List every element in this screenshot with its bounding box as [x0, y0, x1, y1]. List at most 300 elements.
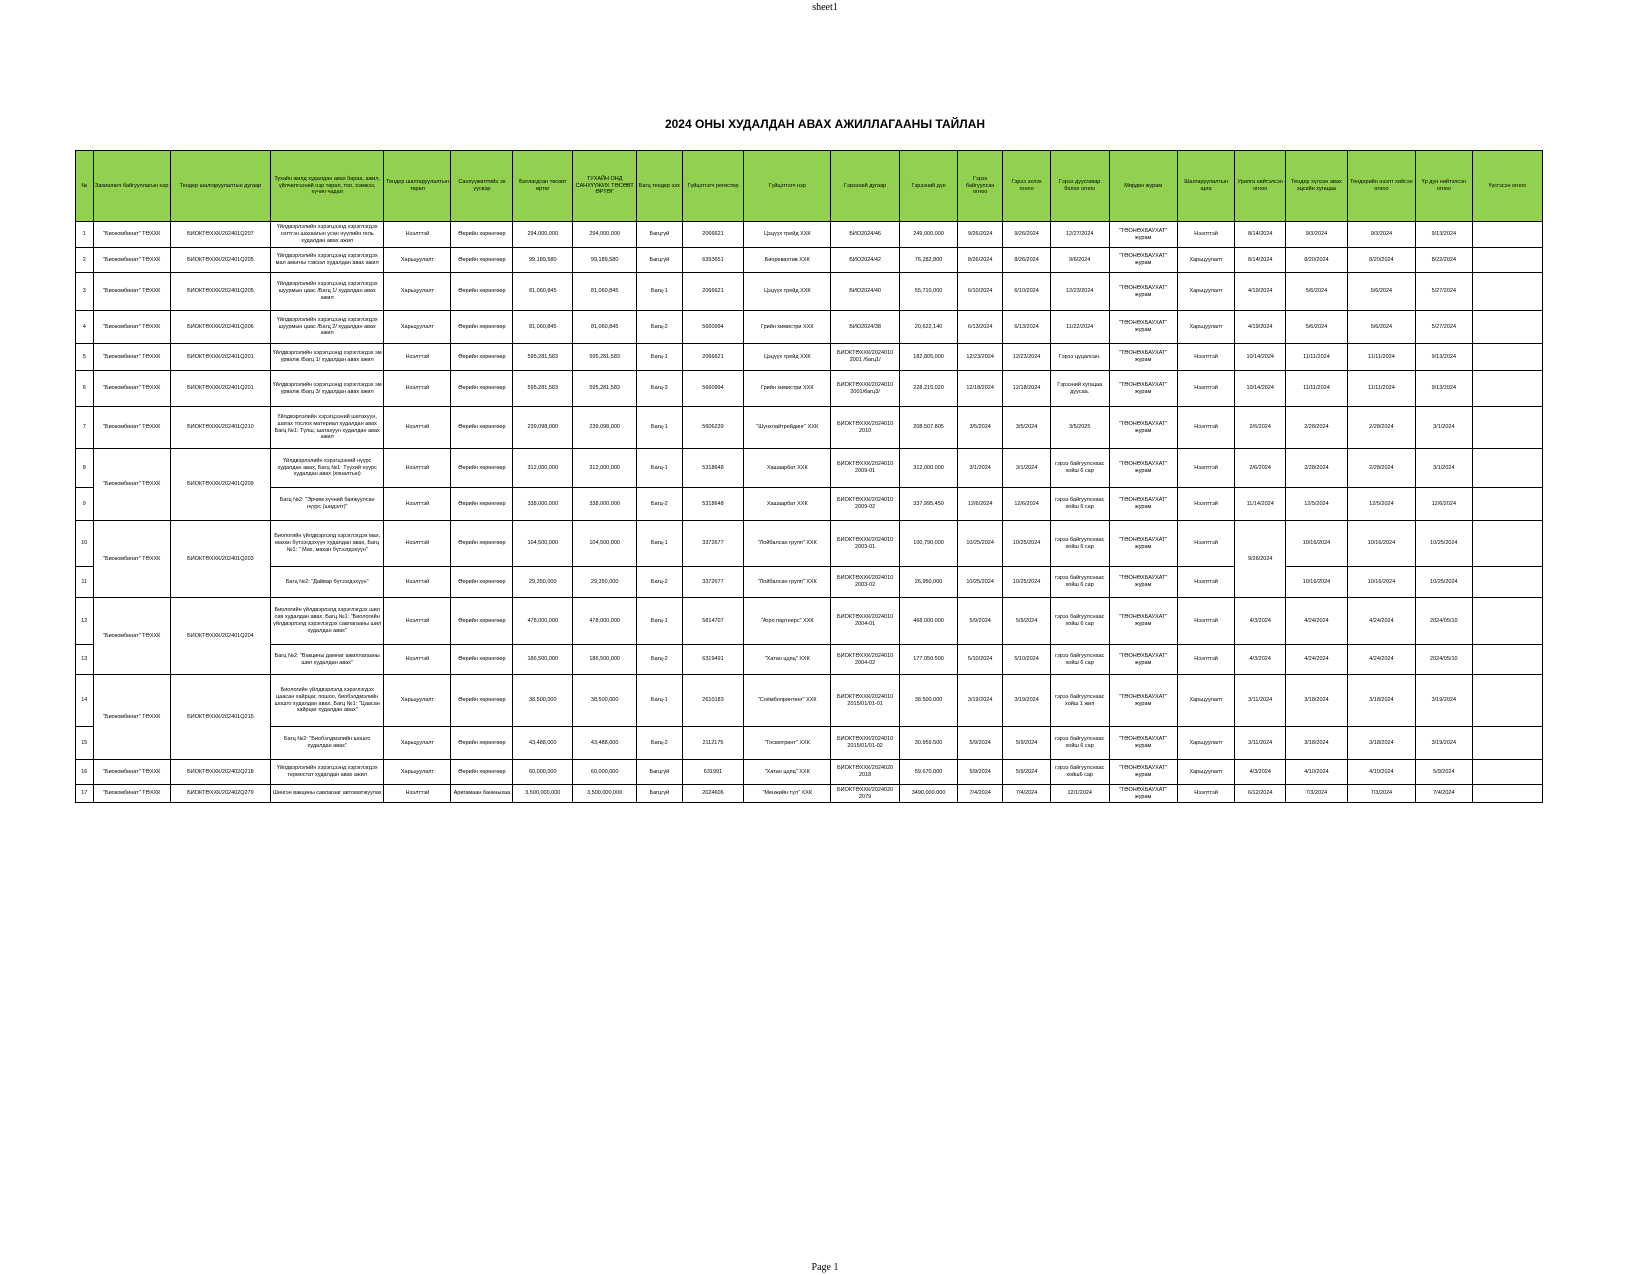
cell-yearly: 186,500,000: [573, 645, 637, 675]
cell-lot: Багц-1: [637, 675, 682, 727]
cell-end: гэрээ байгуулснаас хойш6 сар: [1050, 760, 1109, 785]
cell-deadline: 11/11/2024: [1285, 344, 1347, 371]
cell-approved: 29,350,000: [513, 567, 573, 598]
cell-approved: 595,281,583: [513, 371, 573, 407]
cell-end: 9/6/2024: [1050, 248, 1109, 273]
cell-rule: "ТӨОНӨХБАУХАТ" журам: [1109, 273, 1177, 311]
cell-lot: Багцгүй: [637, 248, 682, 273]
cell-source: Өөрийн хөрөнгөөр: [451, 567, 513, 598]
cell-amount: 30.959.500: [900, 727, 958, 760]
cell-amount: 337,995,450: [900, 488, 958, 521]
cell-start: 10/25/2024: [1003, 521, 1050, 567]
cell-org: "Биокомбинат" ТӨХХК: [93, 248, 170, 273]
cell-start: 12/6/2024: [1003, 488, 1050, 521]
cell-type: Нээлттэй: [384, 645, 451, 675]
cell-contractor: Цэцүүх трейд ХХК: [744, 222, 831, 248]
cell-result: 10/25/2024: [1415, 567, 1472, 598]
cell-lot: Багц-1: [637, 449, 682, 488]
cell-reg: 2024606: [682, 785, 744, 803]
cell-yearly: 81,060,845: [573, 273, 637, 311]
cell-reg: 5318648: [682, 449, 744, 488]
cell-source: Өөрийн хөрөнгөөр: [451, 675, 513, 727]
cell-no: 14: [76, 675, 94, 727]
cell-end: 3/5/2025: [1050, 407, 1109, 449]
cell-end: гэрээ байгуулснаас хойш 6 сар: [1050, 567, 1109, 598]
cell-type: Нээлттэй: [384, 371, 451, 407]
report-title: 2024 ОНЫ ХУДАЛДАН АВАХ АЖИЛЛАГААНЫ ТАЙЛАН: [664, 117, 986, 131]
cell-signed: 6/13/2024: [957, 311, 1002, 344]
cell-end: 11/22/2024: [1050, 311, 1109, 344]
cell-amount: 76,282,800: [900, 248, 958, 273]
cell-item: Үйлдвэрлэлийн хэрэгцээнд хэрэглэгдэх эм урвалж /Багц 3/ худалдан авах ажил: [270, 371, 383, 407]
cell-lot: Багц-2: [637, 645, 682, 675]
cell-signed: 12/6/2024: [957, 488, 1002, 521]
cell-invited: 11/14/2024: [1235, 488, 1286, 521]
cell-approved: 478,000,000: [513, 598, 573, 645]
cell-amount: 182,805,000: [900, 344, 958, 371]
cell-type: Нээлттэй: [384, 222, 451, 248]
cell-opened: 11/11/2024: [1347, 371, 1415, 407]
table-row: [76, 273, 1543, 311]
header-cell: Тендер шалгаруулалтын дугаар: [170, 151, 270, 222]
cell-end: Гэрээ цуцалсан.: [1050, 344, 1109, 371]
cell-lot: Багц-1: [637, 273, 682, 311]
cell-rule: "ТӨОНӨХБАУХАТ" журам: [1109, 311, 1177, 344]
cell-start: 9/26/2024: [1003, 222, 1050, 248]
cell-reg: 5814707: [682, 598, 744, 645]
cell-approved: 595,281,583: [513, 344, 573, 371]
cell-start: 3/1/2024: [1003, 449, 1050, 488]
header-cell: №: [76, 151, 94, 222]
cell-created: [1472, 222, 1542, 248]
cell-result: 3/1/2024: [1415, 449, 1472, 488]
cell-contractor: Хашаарбат ХХК: [744, 449, 831, 488]
cell-lot: Багц-3: [637, 371, 682, 407]
procurement-report-table: [75, 150, 1543, 803]
cell-yearly: 3,500,000,000: [573, 785, 637, 803]
cell-opened: 5/6/2024: [1347, 273, 1415, 311]
cell-source: Өөрийн хөрөнгөөр: [451, 371, 513, 407]
cell-rule: "ТӨОНӨХБАУХАТ" журам: [1109, 222, 1177, 248]
cell-tender: БИОКТӨХХК/202401Q201: [170, 371, 270, 407]
cell-invited: 4/3/2024: [1235, 598, 1286, 645]
cell-approved: 186,500,000: [513, 645, 573, 675]
cell-end: гэрээ байгуулснаас хойш 6 сар: [1050, 449, 1109, 488]
cell-deadline: 10/16/2024: [1285, 521, 1347, 567]
cell-rule: "ТӨОНӨХБАУХАТ" журам: [1109, 760, 1177, 785]
cell-reg: 5606239: [682, 407, 744, 449]
cell-signed: 12/18/2024: [957, 371, 1002, 407]
report-body: [76, 222, 1543, 803]
cell-end: гэрээ байгуулснаас хойш 6 сар: [1050, 598, 1109, 645]
cell-no: 15: [76, 727, 94, 760]
cell-contract-no: БИОКТӨХХК/2024010 2001/багц3/: [831, 371, 900, 407]
cell-result: 8/22/2024: [1415, 248, 1472, 273]
cell-opened: 3/18/2024: [1347, 675, 1415, 727]
cell-method: Нээлттэй: [1177, 488, 1235, 521]
cell-reg: 3372677: [682, 567, 744, 598]
cell-opened: 11/11/2024: [1347, 344, 1415, 371]
header-cell: Гүйцэтгэгч регистер: [682, 151, 744, 222]
cell-created: [1472, 675, 1542, 727]
cell-signed: 7/4/2024: [957, 785, 1002, 803]
table-row: [76, 449, 1543, 488]
cell-tender: БИОКТӨХХК/202401Q207: [170, 222, 270, 248]
cell-source: Өөрийн хөрөнгөөр: [451, 449, 513, 488]
cell-method: Нээлттэй: [1177, 407, 1235, 449]
cell-amount: 38.500.000: [900, 675, 958, 727]
cell-approved: 3,500,000,000: [513, 785, 573, 803]
cell-rule: "ТӨОНӨХБАУХАТ" журам: [1109, 567, 1177, 598]
cell-result: 3/19/2024: [1415, 727, 1472, 760]
cell-tender: БИОКТӨХХК/202401Q205: [170, 248, 270, 273]
cell-contract-no: БИОКТӨХХК/2024020 2018: [831, 760, 900, 785]
cell-opened: 4/24/2024: [1347, 645, 1415, 675]
cell-no: 4: [76, 311, 94, 344]
cell-amount: 249,000,000: [900, 222, 958, 248]
cell-amount: 208.507.805: [900, 407, 958, 449]
cell-lot: Багцгүй: [637, 222, 682, 248]
cell-type: Нээлттэй: [384, 567, 451, 598]
cell-created: [1472, 645, 1542, 675]
cell-result: 9/13/2024: [1415, 222, 1472, 248]
cell-source: Аригамаан банкныхаа: [451, 785, 513, 803]
cell-lot: Багц-2: [637, 727, 682, 760]
cell-contractor: "Шунхлайтрейдинг" ХХК: [744, 407, 831, 449]
cell-contractor: "Лойбалсан групп" ХХК: [744, 521, 831, 567]
cell-deadline: 3/18/2024: [1285, 727, 1347, 760]
cell-signed: 3/5/2024: [957, 407, 1002, 449]
cell-method: Нээлттэй: [1177, 449, 1235, 488]
cell-contractor: "Госмотринт" ХХК: [744, 727, 831, 760]
table-row: [76, 567, 1543, 598]
cell-tender: БИОКТӨХХК/202401Q205: [170, 273, 270, 311]
cell-item: Багц №2: "Дайвар бүтээгдэхүүн": [270, 567, 383, 598]
cell-method: Нээлттэй: [1177, 598, 1235, 645]
cell-created: [1472, 760, 1542, 785]
cell-deadline: 5/6/2024: [1285, 273, 1347, 311]
cell-contract-no: БИОКТӨХХК/2024010 2004-02: [831, 645, 900, 675]
table-row: [76, 675, 1543, 727]
cell-signed: 5/9/2024: [957, 598, 1002, 645]
cell-yearly: 29,350,000: [573, 567, 637, 598]
cell-reg: 2066621: [682, 273, 744, 311]
cell-type: Харьцуулалт: [384, 760, 451, 785]
cell-invited: 4/19/2024: [1235, 273, 1286, 311]
cell-tender: БИОКТӨХХК/202401Q203: [170, 521, 270, 598]
cell-result: 7/4/2024: [1415, 785, 1472, 803]
cell-no: 9: [76, 488, 94, 521]
cell-contract-no: БИОКТӨХХК/2024010 2009-01: [831, 449, 900, 488]
cell-created: [1472, 407, 1542, 449]
cell-created: [1472, 311, 1542, 344]
cell-approved: 104,500,000: [513, 521, 573, 567]
cell-no: 5: [76, 344, 94, 371]
cell-contract-no: БИОКТӨХХК/2024020 2079: [831, 785, 900, 803]
cell-method: Нээлттэй: [1177, 645, 1235, 675]
cell-lot: Багц-1: [637, 598, 682, 645]
cell-approved: 239,098,000: [513, 407, 573, 449]
cell-start: 8/26/2024: [1003, 248, 1050, 273]
cell-rule: "ТӨОНӨХБАУХАТ" журам: [1109, 521, 1177, 567]
cell-contract-no: БИОКТӨХХК/2024010 2010: [831, 407, 900, 449]
cell-signed: 6/10/2024: [957, 273, 1002, 311]
cell-rule: "ТӨОНӨХБАУХАТ" журам: [1109, 344, 1177, 371]
cell-start: 5/9/2024: [1003, 727, 1050, 760]
cell-amount: 20,622,140: [900, 311, 958, 344]
cell-rule: "ТӨОНӨХБАУХАТ" журам: [1109, 675, 1177, 727]
cell-item: Үйлдвэрлэлийн хэрэгцээнд хэрэглэгдэх нэгтгэн шахаагын усан нүүлийн гель худалдан авах ажил: [270, 222, 383, 248]
cell-start: 12/18/2024: [1003, 371, 1050, 407]
cell-item: Үйлдвэрлэлийн хэрэгцээнд хэрэглэгдэх термостат худалдан авах ажил: [270, 760, 383, 785]
cell-source: Өөрийн хөрөнгөөр: [451, 760, 513, 785]
cell-rule: "ТӨОНӨХБАУХАТ" журам: [1109, 449, 1177, 488]
table-row: [76, 785, 1543, 803]
cell-start: 3/5/2024: [1003, 407, 1050, 449]
cell-rule: "ТӨОНӨХБАУХАТ" журам: [1109, 248, 1177, 273]
table-row: [76, 760, 1543, 785]
cell-type: Нээлттэй: [384, 449, 451, 488]
cell-no: 8: [76, 449, 94, 488]
table-row: [76, 311, 1543, 344]
cell-deadline: 11/11/2024: [1285, 371, 1347, 407]
cell-no: 12: [76, 598, 94, 645]
cell-created: [1472, 727, 1542, 760]
header-cell: Захиалагч байгууллагын нэр: [93, 151, 170, 222]
cell-source: Өөрийн хөрөнгөөр: [451, 727, 513, 760]
cell-contract-no: БИОКТӨХХК/2024010 2009-02: [831, 488, 900, 521]
cell-contractor: Цэцүүх трейд ХХК: [744, 344, 831, 371]
table-row: [76, 645, 1543, 675]
cell-deadline: 7/3/2024: [1285, 785, 1347, 803]
cell-item: Үйлдвэрлэлийн хэрэгцээний шатахуун, шатах тослох материал худалдан авах Багц №1: Түлш, шатахуун худалдан авах ажил: [270, 407, 383, 449]
header-cell: Батлагдсан төсөвт өртөг: [513, 151, 573, 222]
cell-invited: 6/12/2024: [1235, 785, 1286, 803]
cell-signed: 8/26/2024: [957, 248, 1002, 273]
cell-contract-no: БИОКТӨХХК/2024010 2015/01/01-02: [831, 727, 900, 760]
cell-contractor: "Соёмбопринтинг" ХХК: [744, 675, 831, 727]
cell-source: Өөрийн хөрөнгөөр: [451, 598, 513, 645]
cell-item: Багц №2: "Вакцины дамнаг ажиллагааны шил худалдан авах": [270, 645, 383, 675]
table-row: [76, 727, 1543, 760]
cell-deadline: 9/3/2024: [1285, 222, 1347, 248]
cell-amount: 177.050.500: [900, 645, 958, 675]
cell-result: 5/27/2024: [1415, 273, 1472, 311]
cell-yearly: 312,000,000: [573, 449, 637, 488]
cell-type: Харьцуулалт: [384, 311, 451, 344]
header-cell: Мөрдөн журам: [1109, 151, 1177, 222]
header-cell: Үр дүн нийтэлсэн огноо: [1415, 151, 1472, 222]
cell-deadline: 4/24/2024: [1285, 645, 1347, 675]
header-cell: Тендер хүлээн авах эцсийн хугацаа: [1285, 151, 1347, 222]
cell-end: 12/27/2024: [1050, 222, 1109, 248]
cell-signed: 5/9/2024: [957, 727, 1002, 760]
cell-contractor: Биоревахтив ХХК: [744, 248, 831, 273]
cell-deadline: 5/6/2024: [1285, 311, 1347, 344]
header-cell: Тендер шалгаруулалтын төрөл: [384, 151, 451, 222]
cell-contract-no: БИОКТӨХХК/2024010 2001 /багц1/: [831, 344, 900, 371]
cell-approved: 99,189,580: [513, 248, 573, 273]
cell-deadline: 4/10/2024: [1285, 760, 1347, 785]
cell-yearly: 595,281,583: [573, 344, 637, 371]
cell-org: "Биокомбинат" ТӨХХК: [93, 785, 170, 803]
cell-source: Өөрийн хөрөнгөөр: [451, 488, 513, 521]
cell-rule: "ТӨОНӨХБАУХАТ" журам: [1109, 488, 1177, 521]
cell-type: Нээлттэй: [384, 407, 451, 449]
cell-start: 7/4/2024: [1003, 785, 1050, 803]
table-row: [76, 222, 1543, 248]
cell-tender: БИОКТӨХХК/202401Q210: [170, 407, 270, 449]
cell-reg: 2610183: [682, 675, 744, 727]
cell-contract-no: БИО2024/42: [831, 248, 900, 273]
cell-opened: 10/16/2024: [1347, 521, 1415, 567]
cell-created: [1472, 488, 1542, 521]
header-cell: Урилга нийтэлсэн огноо: [1235, 151, 1286, 222]
header-cell: Тухайн жилд худалдан авах бараа, ажил, үйлчилгээний нэр төрөл, тоо, хэмжээ, хүчин чадал: [270, 151, 383, 222]
cell-reg: 5318648: [682, 488, 744, 521]
cell-reg: 6393651: [682, 248, 744, 273]
cell-tender: БИОКТӨХХК/202402Q279: [170, 785, 270, 803]
cell-approved: 81,060,845: [513, 311, 573, 344]
cell-invited: 4/3/2024: [1235, 760, 1286, 785]
cell-method: Харьцуулалт: [1177, 248, 1235, 273]
cell-method: Нээлттэй: [1177, 371, 1235, 407]
cell-reg: 2066621: [682, 222, 744, 248]
cell-invited: 8/14/2024: [1235, 248, 1286, 273]
cell-method: Нээлттэй: [1177, 785, 1235, 803]
cell-yearly: 595,281,583: [573, 371, 637, 407]
cell-signed: 10/25/2024: [957, 567, 1002, 598]
cell-no: 2: [76, 248, 94, 273]
cell-item: Үйлдвэрлэлийн хэрэгцээнд хэрэглэгдэх эм урвалж /Багц 1/ худалдан авах ажил: [270, 344, 383, 371]
cell-signed: 3/1/2024: [957, 449, 1002, 488]
cell-approved: 81,060,845: [513, 273, 573, 311]
cell-result: 5/27/2024: [1415, 311, 1472, 344]
cell-end: гэрээ байгуулснаас хойш 1 жил: [1050, 675, 1109, 727]
cell-source: Өөрийн хөрөнгөөр: [451, 222, 513, 248]
cell-start: 5/10/2024: [1003, 645, 1050, 675]
cell-result: 3/1/2024: [1415, 407, 1472, 449]
cell-start: 6/10/2024: [1003, 273, 1050, 311]
cell-tender: БИОКТӨХХК/202401Q204: [170, 598, 270, 675]
cell-rule: "ТӨОНӨХБАУХАТ" журам: [1109, 407, 1177, 449]
cell-lot: Багц-2: [637, 567, 682, 598]
cell-org: "Биокомбинат" ТӨХХК: [93, 344, 170, 371]
table-row: [76, 248, 1543, 273]
cell-method: Харьцуулалт: [1177, 760, 1235, 785]
cell-item: Биологийн үйлдвэрлэлд хэрэглэгдэх цаасан хайрцаг, пошоо, биобэлдмэлийн шошго худалдан авах. Багц №1: "Цаасан хайрцаг худалдан авах": [270, 675, 383, 727]
cell-amount: 312.000.000: [900, 449, 958, 488]
cell-result: 10/25/2024: [1415, 521, 1472, 567]
cell-created: [1472, 567, 1542, 598]
cell-contract-no: БИОКТӨХХК/2024010 2004-01: [831, 598, 900, 645]
cell-reg: 5660994: [682, 371, 744, 407]
cell-approved: 294,000,000: [513, 222, 573, 248]
cell-start: 6/13/2024: [1003, 311, 1050, 344]
cell-item: Биологийн үйлдвэрлэлд хэрэглэгдэх шил сав худалдан авах, Багц №1: "Биологийн үйлдвэрлэлд хэрэглэгдэх савлагааны шил худалдан авах": [270, 598, 383, 645]
cell-invited: 2/6/2024: [1235, 449, 1286, 488]
cell-item: Багц №2: "Биобэлдмэлийн шошго худалдан авах": [270, 727, 383, 760]
cell-end: 12/1/2024: [1050, 785, 1109, 803]
cell-contract-no: БИО2024/46: [831, 222, 900, 248]
table-row: [76, 598, 1543, 645]
cell-approved: 60,000,000: [513, 760, 573, 785]
cell-yearly: 294,000,000: [573, 222, 637, 248]
cell-no: 7: [76, 407, 94, 449]
cell-opened: 2/28/2024: [1347, 407, 1415, 449]
cell-type: Нээлттэй: [384, 488, 451, 521]
cell-rule: "ТӨОНӨХБАУХАТ" журам: [1109, 645, 1177, 675]
cell-result: 9/13/2024: [1415, 344, 1472, 371]
cell-lot: Багц-1: [637, 344, 682, 371]
cell-result: 2024/05/10: [1415, 598, 1472, 645]
cell-created: [1472, 248, 1542, 273]
cell-contractor: Цэцүүх трейд ХХК: [744, 273, 831, 311]
cell-reg: 5660994: [682, 311, 744, 344]
cell-created: [1472, 785, 1542, 803]
cell-method: Харьцуулалт: [1177, 727, 1235, 760]
cell-created: [1472, 449, 1542, 488]
cell-yearly: 43,488,000: [573, 727, 637, 760]
cell-end: гэрээ байгуулснаас хойш 6 сар: [1050, 521, 1109, 567]
cell-contractor: "Лойбалсан групп" ХХК: [744, 567, 831, 598]
cell-opened: 5/6/2024: [1347, 311, 1415, 344]
cell-source: Өөрийн хөрөнгөөр: [451, 311, 513, 344]
cell-end: 12/23/2024: [1050, 273, 1109, 311]
cell-item: Үйлдвэрлэлийн хэрэгцээнд хэрэглэгдэх шуурмын цаас /Багц 1/ худалдан авах ажил: [270, 273, 383, 311]
cell-method: Нээлттэй: [1177, 344, 1235, 371]
cell-org: "Биокомбинат" ТӨХХК: [93, 311, 170, 344]
table-row: [76, 407, 1543, 449]
cell-type: Харьцуулалт: [384, 727, 451, 760]
cell-opened: 12/5/2024: [1347, 488, 1415, 521]
cell-no: 3: [76, 273, 94, 311]
cell-reg: 2112175: [682, 727, 744, 760]
table-row: [76, 344, 1543, 371]
cell-signed: 12/23/2024: [957, 344, 1002, 371]
cell-invited: 4/19/2024: [1235, 311, 1286, 344]
cell-start: 5/9/2024: [1003, 598, 1050, 645]
cell-type: Нээлттэй: [384, 521, 451, 567]
cell-source: Өөрийн хөрөнгөөр: [451, 273, 513, 311]
cell-amount: 100,790,000: [900, 521, 958, 567]
header-cell: ТУХАЙН ОНД САНХҮҮЖИХ ТӨСӨВТ ӨРТӨГ: [573, 151, 637, 222]
cell-result: 12/6/2024: [1415, 488, 1472, 521]
cell-type: Нээлттэй: [384, 598, 451, 645]
cell-approved: 43,488,000: [513, 727, 573, 760]
cell-contract-no: БИО2024/38: [831, 311, 900, 344]
cell-amount: 468.000.000: [900, 598, 958, 645]
cell-start: 12/23/2024: [1003, 344, 1050, 371]
cell-invited: 10/14/2024: [1235, 371, 1286, 407]
cell-created: [1472, 598, 1542, 645]
cell-no: 6: [76, 371, 94, 407]
cell-no: 16: [76, 760, 94, 785]
cell-signed: 5/10/2024: [957, 645, 1002, 675]
header-cell: Тендерийн нээлт хийсэн огноо: [1347, 151, 1415, 222]
cell-end: гэрээ байгуулснаас хойш 6 сар: [1050, 645, 1109, 675]
cell-rule: "ТӨОНӨХБАУХАТ" журам: [1109, 727, 1177, 760]
cell-signed: 10/25/2024: [957, 521, 1002, 567]
cell-source: Өөрийн хөрөнгөөр: [451, 521, 513, 567]
cell-opened: 4/24/2024: [1347, 598, 1415, 645]
header-cell: Үүсгэсэн огноо: [1472, 151, 1542, 222]
cell-opened: 2/28/2024: [1347, 449, 1415, 488]
cell-signed: 9/26/2024: [957, 222, 1002, 248]
cell-yearly: 239,098,000: [573, 407, 637, 449]
cell-tender: БИОКТӨХХК/202401Q209: [170, 449, 270, 521]
cell-deadline: 10/16/2024: [1285, 567, 1347, 598]
